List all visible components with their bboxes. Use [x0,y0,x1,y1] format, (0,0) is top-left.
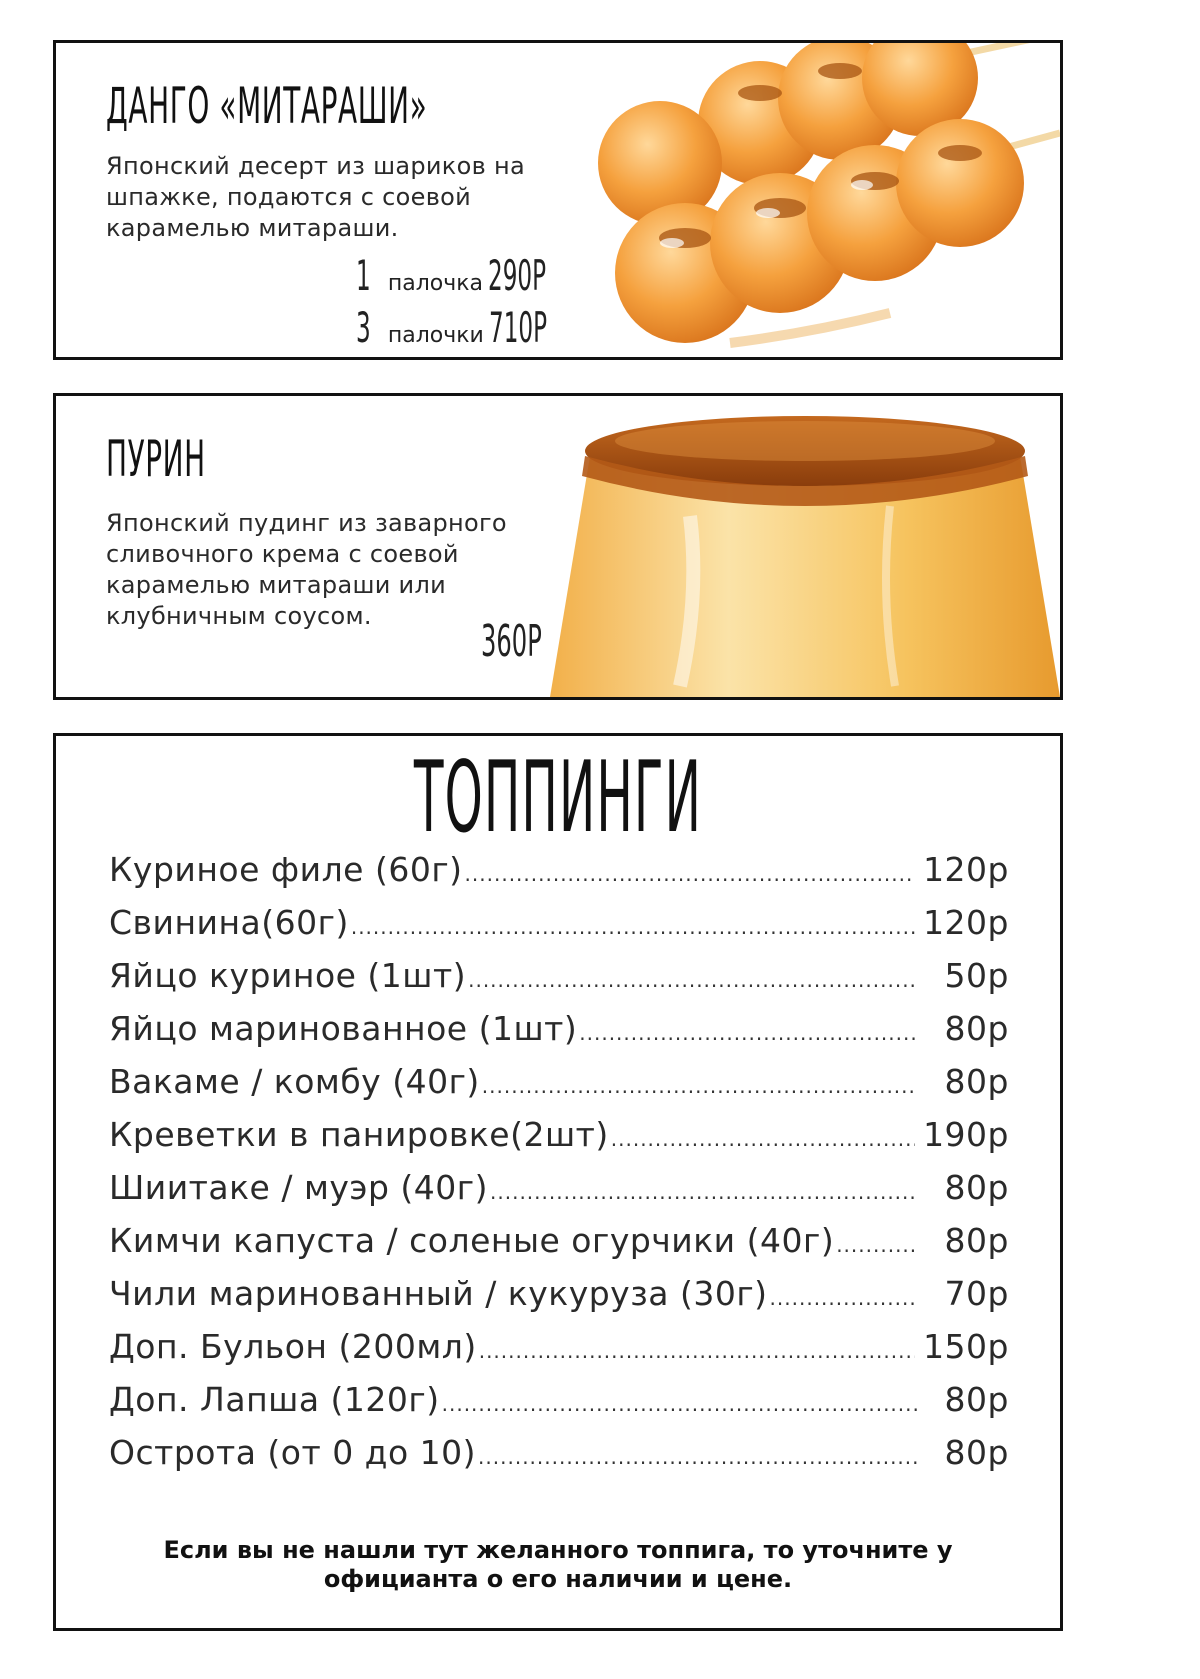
dango-skewers-icon [590,43,1060,357]
dot-leader [478,1445,917,1469]
topping-name: Свинина(60г) [109,903,349,942]
dot-leader [351,915,915,939]
dango-description: Японский десерт из шариков на шпажке, подаются с соевой карамелью митараши. [106,152,525,242]
purin-description: Японский пудинг из заварного сливочного крема с соевой карамелью митараши или клубничным соусом. [106,509,507,630]
topping-price: 80р [944,1009,1009,1048]
topping-price: 80р [944,1062,1009,1101]
toppings-list [109,850,1009,1486]
topping-name: Доп. Бульон (200мл) [109,1327,477,1366]
topping-name: Вакаме / комбу (40г) [109,1062,480,1101]
purin-price: 360Р [481,616,542,667]
price-amount: 290Р [488,251,547,300]
dot-leader [490,1180,917,1204]
list-item [109,1433,1009,1486]
toppings-card [53,733,1063,1631]
purin-title: ПУРИН [106,430,206,488]
price-amount: 710Р [488,303,547,352]
topping-name: Шиитаке / муэр (40г) [109,1168,489,1207]
purin-pudding-icon [550,396,1060,697]
dot-leader [836,1233,917,1257]
toppings-footnote: Если вы не нашли тут желанного топпига, то уточните у официанта о его наличии и цене. [163,1536,953,1593]
topping-price: 190р [923,1115,1009,1154]
topping-price: 50р [944,956,1009,995]
dot-leader [479,1339,915,1363]
list-item [109,850,1009,903]
topping-name: Доп. Лапша (120г) [109,1380,440,1419]
topping-name: Яйцо маринованное (1шт) [109,1009,578,1048]
dot-leader [465,862,916,886]
dango-price-3 [356,303,594,352]
list-item [109,1274,1009,1327]
topping-price: 80р [944,1380,1009,1419]
topping-price: 80р [944,1433,1009,1472]
topping-name: Креветки в панировке(2шт) [109,1115,609,1154]
topping-name: Кимчи капуста / соленые огурчики (40г) [109,1221,835,1260]
dango-price-1 [356,251,594,300]
purin-card [53,393,1063,700]
list-item [109,1168,1009,1221]
list-item [109,1221,1009,1274]
price-unit: палочки [387,323,484,348]
dot-leader [468,968,917,992]
dot-leader [611,1127,915,1151]
topping-name: Чили маринованный / кукуруза (30г) [109,1274,768,1313]
list-item [109,1115,1009,1168]
topping-price: 120р [923,850,1009,889]
toppings-title: ТОППИНГИ [413,741,703,855]
list-item [109,1062,1009,1115]
dot-leader [770,1286,917,1310]
topping-price: 80р [944,1221,1009,1260]
dango-card [53,40,1063,360]
topping-price: 120р [923,903,1009,942]
topping-price: 150р [923,1327,1009,1366]
topping-name: Куриное филе (60г) [109,850,463,889]
list-item [109,1009,1009,1062]
topping-name: Яйцо куриное (1шт) [109,956,467,995]
dot-leader [442,1392,917,1416]
topping-name: Острота (от 0 до 10) [109,1433,477,1472]
topping-price: 70р [944,1274,1009,1313]
list-item [109,1327,1009,1380]
list-item [109,956,1009,1009]
price-count: 3 [356,303,371,352]
dot-leader [482,1074,917,1098]
price-count: 1 [356,251,371,300]
list-item [109,1380,1009,1433]
list-item [109,903,1009,956]
price-unit: палочка [387,271,483,296]
dango-title: ДАНГО «МИТАРАШИ» [106,77,428,135]
topping-price: 80р [944,1168,1009,1207]
dot-leader [579,1021,917,1045]
